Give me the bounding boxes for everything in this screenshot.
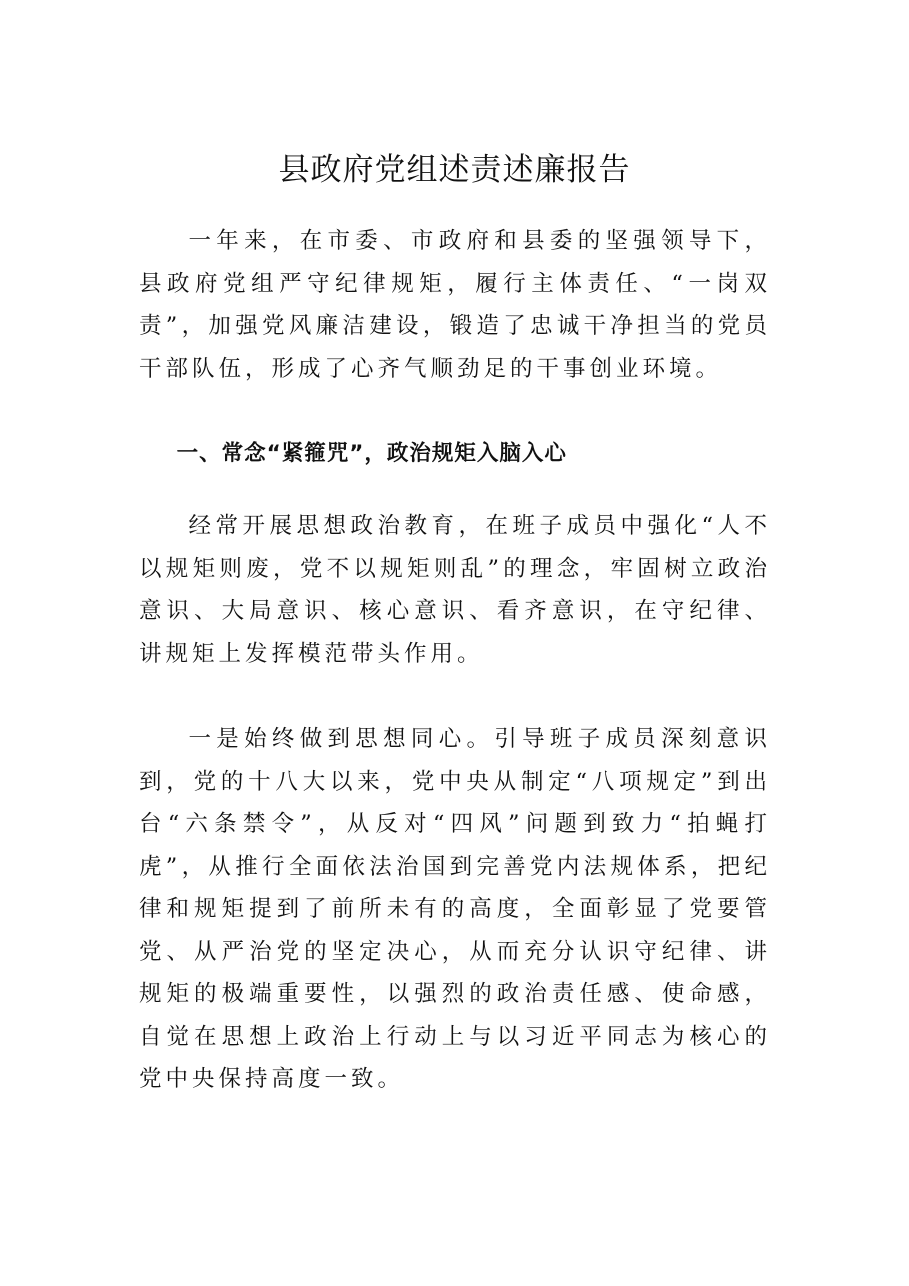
- document-title: 县政府党组述责述廉报告: [278, 152, 631, 188]
- section-heading: 一、常念“紧箍咒”，政治规矩入脑入心: [176, 441, 567, 466]
- point-one-paragraph: 一是始终做到思想同心。引导班子成员深刻意识到，党的十八大以来，党中央从制定“八项规定”到出台“六条禁令”，从反对“四风”问题到致力“拍蝇打虎”，从推行全面依法治国到完善党内法规体系，把纪律和规矩提到了前所未有的高度，全面彰显了党要管党、从严治党的坚定决心，从而充分认识守纪律、讲规矩的极端重要性，以强烈的政治责任感、使命感，自觉在思想上政治上行动上与以习近平同志为核心的党中央保持高度一致。: [139, 726, 771, 1092]
- intro-paragraph: 一年来，在市委、市政府和县委的坚强领导下，县政府党组严守纪律规矩，履行主体责任、“一岗双责”，加强党风廉洁建设，锻造了忠诚干净担当的党员干部队伍，形成了心齐气顺劲足的干事创业环境。: [139, 228, 771, 382]
- section-body-paragraph: 经常开展思想政治教育，在班子成员中强化“人不以规矩则废，党不以规矩则乱”的理念，牢固树立政治意识、大局意识、核心意识、看齐意识，在守纪律、讲规矩上发挥模范带头作用。: [139, 513, 771, 667]
